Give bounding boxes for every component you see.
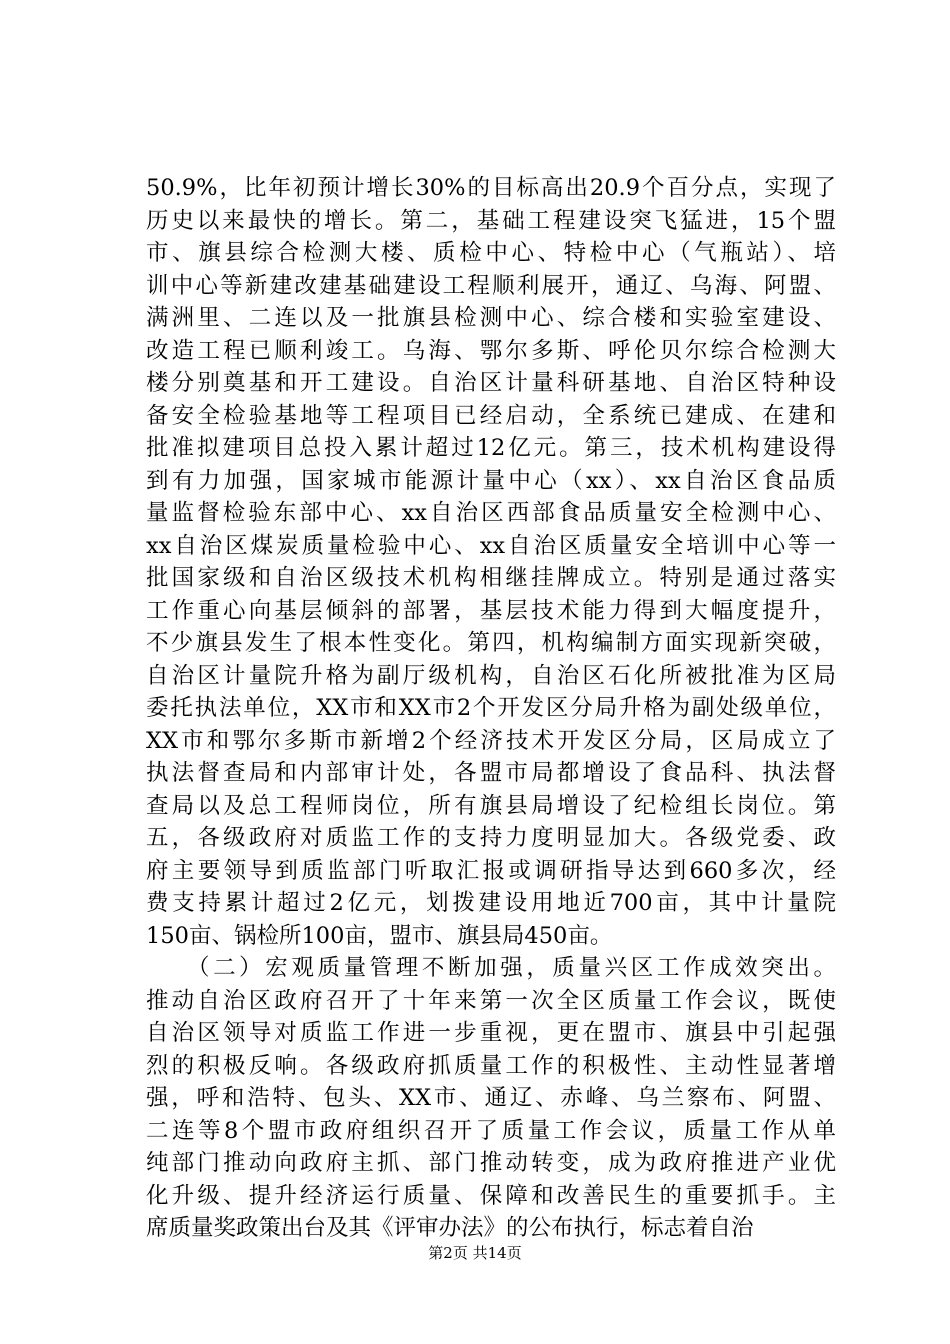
- text-line: 烈的积极反响。各级政府抓质量工作的积极性、主动性显著增: [146, 1052, 836, 1079]
- text-line: 到有力加强，国家城市能源计量中心（xx）、xx自治区食品质: [146, 467, 836, 494]
- text-line: 不少旗县发生了根本性变化。第四，机构编制方面实现新突破，: [146, 630, 836, 656]
- text-line: 委托执法单位，XX市和XX市2个开发区分局升格为副处级单位，: [146, 695, 836, 721]
- text-line: 自治区计量院升格为副厅级机构，自治区石化所被批准为区局: [146, 662, 836, 689]
- text-line: 费支持累计超过2亿元，划拨建设用地近700亩，其中计量院: [146, 890, 836, 916]
- text-line: 席质量奖政策出台及其《评审办法》的公布执行，标志着自治: [146, 1215, 754, 1241]
- text-line: 工作重心向基层倾斜的部署，基层技术能力得到大幅度提升，: [146, 597, 836, 624]
- text-line: 二连等8个盟市政府组织召开了质量工作会议，质量工作从单: [146, 1117, 836, 1144]
- document-body: [146, 172, 836, 1245]
- text-line: 满洲里、二连以及一批旗县检测中心、综合楼和实验室建设、: [146, 305, 836, 331]
- text-line: 强，呼和浩特、包头、XX市、通辽、赤峰、乌兰察布、阿盟、: [146, 1085, 836, 1111]
- text-line: 训中心等新建改建基础建设工程顺利展开，通辽、乌海、阿盟、: [146, 272, 836, 299]
- text-line: xx自治区煤炭质量检验中心、xx自治区质量安全培训中心等一: [146, 532, 836, 559]
- text-line: 量监督检验东部中心、xx自治区西部食品质量安全检测中心、: [146, 500, 836, 526]
- text-line: 执法督查局和内部审计处，各盟市局都增设了食品科、执法督: [146, 760, 836, 786]
- text-line: 备安全检验基地等工程项目已经启动，全系统已建成、在建和: [146, 402, 836, 429]
- page-footer: 第2页 共14页: [428, 1244, 522, 1262]
- text-line: 楼分别奠基和开工建设。自治区计量科研基地、自治区特种设: [146, 370, 836, 396]
- text-line: 查局以及总工程师岗位，所有旗县局增设了纪检组长岗位。第: [146, 792, 836, 819]
- text-line: 化升级、提升经济运行质量、保障和改善民生的重要抓手。主: [146, 1182, 836, 1209]
- text-line: 推动自治区政府召开了十年来第一次全区质量工作会议，既使: [146, 987, 836, 1014]
- text-line: 府主要领导到质监部门听取汇报或调研指导达到660多次，经: [146, 857, 836, 884]
- text-line: 市、旗县综合检测大楼、质检中心、特检中心（气瓶站）、培: [146, 240, 836, 266]
- text-line: 自治区领导对质监工作进一步重视，更在盟市、旗县中引起强: [146, 1020, 836, 1046]
- text-line: 150亩、锅检所100亩，盟市、旗县局450亩。: [146, 922, 613, 949]
- text-line: 批国家级和自治区级技术机构相继挂牌成立。特别是通过落实: [146, 565, 836, 591]
- text-line: 改造工程已顺利竣工。乌海、鄂尔多斯、呼伦贝尔综合检测大: [146, 337, 836, 364]
- text-line: （二）宏观质量管理不断加强，质量兴区工作成效突出。: [146, 955, 836, 981]
- text-line: 纯部门推动向政府主抓、部门推动转变，成为政府推进产业优: [146, 1150, 836, 1176]
- text-line: 批准拟建项目总投入累计超过12亿元。第三，技术机构建设得: [146, 435, 836, 461]
- text-line: 五，各级政府对质监工作的支持力度明显加大。各级党委、政: [146, 825, 836, 851]
- text-line: XX市和鄂尔多斯市新增2个经济技术开发区分局，区局成立了: [146, 727, 836, 754]
- text-line: 历史以来最快的增长。第二，基础工程建设突飞猛进，15个盟: [146, 207, 836, 234]
- text-line: 50.9%，比年初预计增长30%的目标高出20.9个百分点，实现了: [146, 175, 836, 201]
